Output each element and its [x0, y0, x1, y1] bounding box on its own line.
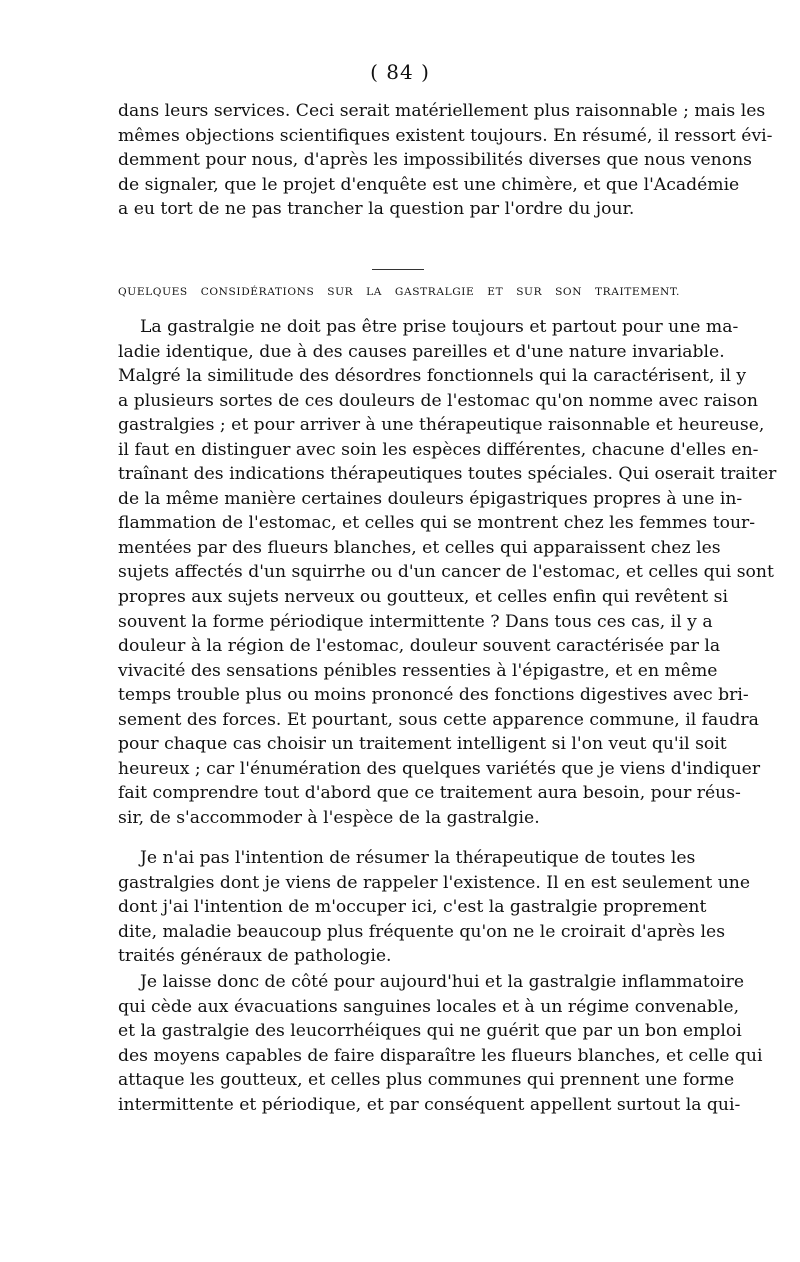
- text-line: intermittente et périodique, et par conséquent appellent surtout la qui-: [118, 1094, 741, 1115]
- text-line: il faut en distinguer avec soin les espèces différentes, chacune d'elles en-: [118, 439, 759, 460]
- text-line: fait comprendre tout d'abord que ce traitement aura besoin, pour réus-: [118, 783, 741, 804]
- text-line: gastralgies dont je viens de rappeler l'existence. Il en est seulement une: [118, 872, 751, 893]
- body-paragraph: [118, 970, 763, 1117]
- text-line: vivacité des sensations pénibles ressenties à l'épigastre, et en même: [118, 660, 718, 681]
- intro-paragraph: [118, 99, 773, 222]
- text-line: de signaler, que le projet d'enquête est une chimère, et que l'Académie: [118, 174, 740, 195]
- body-paragraph: [118, 846, 751, 969]
- section-separator: [372, 269, 424, 270]
- text-line: gastralgies ; et pour arriver à une thérapeutique raisonnable et heureuse,: [118, 415, 765, 436]
- text-line: dont j'ai l'intention de m'occuper ici, c'est la gastralgie proprement: [118, 897, 707, 918]
- text-line: demment pour nous, d'après les impossibilités diverses que nous venons: [118, 150, 752, 171]
- text-line: et la gastralgie des leucorrhéiques qui ne guérit que par un bon emploi: [118, 1021, 742, 1042]
- text-line: temps trouble plus ou moins prononcé des fonctions digestives avec bri-: [118, 685, 749, 706]
- text-line: sement des forces. Et pourtant, sous cette apparence commune, il faudra: [118, 709, 759, 730]
- text-line: douleur à la région de l'estomac, douleur souvent caractérisée par la: [118, 636, 721, 657]
- text-line: souvent la forme périodique intermittente ? Dans tous ces cas, il y a: [118, 611, 713, 632]
- text-line: pour chaque cas choisir un traitement intelligent si l'on veut qu'il soit: [118, 734, 727, 755]
- text-line: Je laisse donc de côté pour aujourd'hui et la gastralgie inflammatoire: [140, 972, 744, 992]
- text-line: sir, de s'accommoder à l'espèce de la gastralgie.: [118, 807, 540, 828]
- text-line: des moyens capables de faire disparaître les flueurs blanches, et celle qui: [118, 1045, 763, 1066]
- text-line: propres aux sujets nerveux ou goutteux, et celles enfin qui revêtent si: [118, 587, 728, 608]
- text-line: ladie identique, due à des causes pareilles et d'une nature invariable.: [118, 341, 725, 362]
- text-line: La gastralgie ne doit pas être prise toujours et partout pour une ma-: [140, 317, 739, 337]
- text-line: Je n'ai pas l'intention de résumer la thérapeutique de toutes les: [140, 848, 696, 868]
- text-line: traités généraux de pathologie.: [118, 946, 392, 967]
- text-line: mentées par des flueurs blanches, et celles qui apparaissent chez les: [118, 537, 721, 558]
- page-number: ( 84 ): [370, 60, 430, 84]
- body-paragraph: [118, 315, 777, 830]
- text-line: a eu tort de ne pas trancher la question par l'ordre du jour.: [118, 199, 635, 220]
- text-line: Malgré la similitude des désordres fonctionnels qui la caractérisent, il y: [118, 366, 747, 387]
- text-line: attaque les goutteux, et celles plus communes qui prennent une forme: [118, 1070, 735, 1091]
- text-line: dans leurs services. Ceci serait matériellement plus raisonnable ; mais les: [118, 101, 766, 121]
- text-line: heureux ; car l'énumération des quelques variétés que je viens d'indiquer: [118, 758, 761, 779]
- text-line: a plusieurs sortes de ces douleurs de l'estomac qu'on nomme avec raison: [118, 390, 758, 411]
- text-line: traînant des indications thérapeutiques toutes spéciales. Qui oserait traiter: [118, 464, 777, 485]
- section-heading: QUELQUES CONSIDÉRATIONS SUR LA GASTRALGIE ET SUR SON TRAITEMENT.: [118, 286, 680, 298]
- text-line: mêmes objections scientifiques existent toujours. En résumé, il ressort évi-: [118, 125, 773, 146]
- text-line: qui cède aux évacuations sanguines locales et à un régime convenable,: [118, 996, 740, 1017]
- text-line: flammation de l'estomac, et celles qui se montrent chez les femmes tour-: [118, 513, 756, 534]
- text-line: sujets affectés d'un squirrhe ou d'un cancer de l'estomac, et celles qui sont: [118, 562, 774, 583]
- text-line: de la même manière certaines douleurs épigastriques propres à une in-: [118, 488, 743, 509]
- text-line: dite, maladie beaucoup plus fréquente qu'on ne le croirait d'après les: [118, 921, 726, 942]
